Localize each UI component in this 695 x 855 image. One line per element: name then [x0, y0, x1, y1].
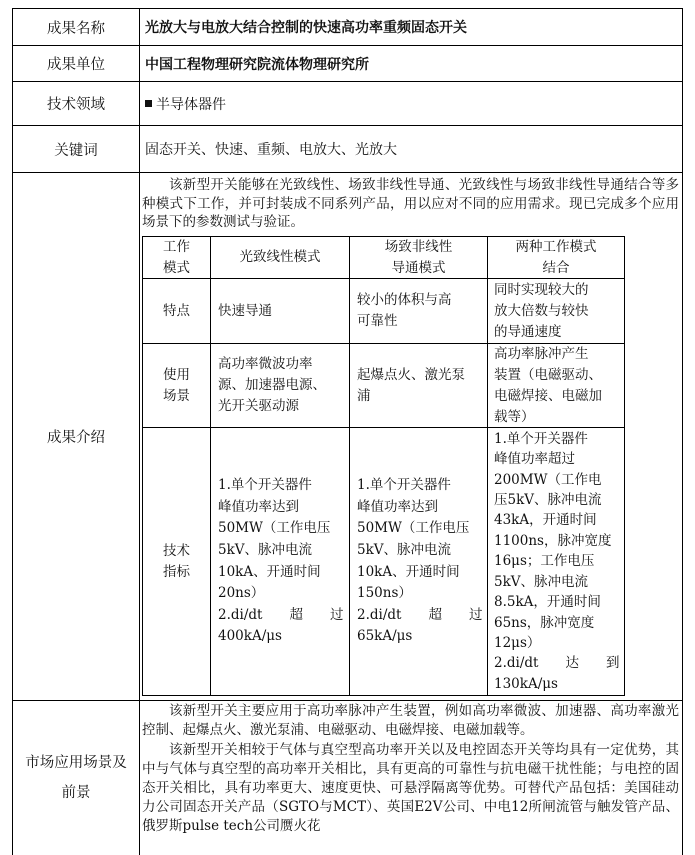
- header-mode: [143, 237, 210, 278]
- spec-col2-line: 10kA、开通时间: [357, 563, 460, 580]
- keywords-value: 固态开关、快速、重频、电放大、光放大: [145, 142, 397, 158]
- tech-field-text: 半导体器件: [156, 96, 226, 113]
- spec-col1-line: 50MW（工作电压: [218, 520, 331, 537]
- usage-col3-line4: 载等）: [494, 408, 535, 425]
- header-optical-linear: 光致线性模式: [239, 249, 321, 265]
- spec-label-line1: 技术: [163, 542, 190, 559]
- spec-col1-line: 1.单个开关器件: [218, 477, 312, 494]
- usage-label-line1: 使用: [163, 366, 190, 383]
- spec-col2: [350, 428, 487, 695]
- usage-col2: [350, 344, 487, 427]
- usage-col1-line1: 高功率微波功率: [218, 356, 313, 372]
- usage-label: [143, 344, 210, 427]
- market-label-line1: 市场应用场景及: [25, 755, 127, 771]
- spec-col2-line: 峰值功率达到: [357, 498, 438, 515]
- header-combined-line2: 结合: [542, 259, 570, 276]
- spec-col3-line: 8.5kA，开通时间: [494, 594, 601, 611]
- spec-col1-line: 峰值功率达到: [218, 498, 299, 515]
- header-combined: [488, 237, 624, 278]
- spec-col2-line: 1.单个开关器件: [357, 477, 451, 494]
- result-unit-value: 中国工程物理研究院流体物理研究所: [145, 56, 369, 73]
- feature-col2-line2: 可靠性: [357, 313, 398, 329]
- spec-col3: [488, 428, 624, 695]
- feature-col3-line2: 放大倍数与较快: [494, 302, 589, 319]
- spec-col3-line: 200MW（工作电: [494, 471, 602, 488]
- header-field-nonlinear: [350, 237, 487, 278]
- result-name-value: 光放大与电放大结合控制的快速高功率重频固态开关: [145, 20, 467, 36]
- usage-col3: [488, 344, 624, 427]
- header-combined-line1: 两种工作模式: [515, 238, 597, 255]
- spec-col3-line: 65ns，脉冲宽度: [494, 614, 595, 631]
- result-unit-label: 成果单位: [47, 57, 105, 73]
- feature-col2: [350, 279, 487, 343]
- spec-col3-line: 5kV、脉冲电流: [494, 573, 589, 590]
- header-field-nonlinear-line2: 导通模式: [391, 259, 446, 276]
- header-field-nonlinear-line1: 场致非线性: [384, 238, 453, 255]
- spec-col1-line: 5kV、脉冲电流: [218, 541, 313, 558]
- market-paragraph-2: 该新型开关相较于气体与真空型高功率开关以及电控固态开关等均具有一定优势，其中与气体与真空型的高功率开关相比，具有更高的可靠性与抗电磁干扰性能；与电控的固态开关相比，具有功率更大、速度更快、可悬浮隔离等优势。可替代产品包括：美国硅动力公司固态开关产品（SGTO与MCT）、英国E2V公司、中电12所闸流管与触发管产品、俄罗斯pulse tech公司赝火花: [142, 742, 679, 834]
- outer-border-right: [682, 8, 683, 855]
- spec-col1-line: 10kA、开通时间: [218, 563, 321, 580]
- feature-col3-line1: 同时实现较大的: [494, 281, 589, 298]
- usage-col3-line2: 装置（电磁驱动、: [494, 366, 602, 383]
- spec-col2-line: 150ns）: [357, 585, 412, 602]
- inner-table-right: [624, 236, 625, 696]
- spec-col2-line: 50MW（工作电压: [357, 520, 470, 537]
- tech-field-value: [140, 82, 682, 125]
- spec-label-line2: 指标: [163, 563, 190, 580]
- market-label: [13, 701, 139, 855]
- spec-col3-line: 1.单个开关器件: [494, 430, 588, 447]
- spec-col3-line: 1100ns，脉冲宽度: [494, 532, 612, 549]
- usage-col3-line3: 电磁焊接、电磁加: [494, 387, 602, 404]
- feature-col3-line3: 的导通速度: [494, 323, 562, 340]
- spec-col2-line: 65kA/μs: [357, 628, 413, 645]
- spec-label: [143, 428, 210, 695]
- feature-col2-line1: 较小的体积与高: [357, 292, 452, 308]
- header-mode-line1: 工作: [163, 238, 190, 255]
- usage-col2-line1: 起爆点火、激光泵: [357, 366, 465, 383]
- feature-col3: [488, 279, 624, 343]
- result-name-label: 成果名称: [47, 20, 105, 37]
- inner-table-bottom: [142, 695, 625, 696]
- spec-col2-line: 2.di/dt 超 过: [357, 606, 483, 623]
- spec-col1-line: 20ns）: [218, 585, 265, 602]
- spec-col3-line: 峰值功率超过: [494, 451, 575, 468]
- spec-col2-line: 5kV、脉冲电流: [357, 541, 452, 558]
- usage-col1-line2: 源、加速器电源、: [218, 377, 326, 393]
- usage-col2-line2: 浦: [357, 387, 371, 404]
- usage-col1-line3: 光开关驱动源: [218, 398, 299, 414]
- spec-col3-line: 2.di/dt 达 到: [494, 655, 620, 672]
- spec-col1-line: 2.di/dt 超 过: [218, 606, 344, 623]
- usage-col3-line1: 高功率脉冲产生: [494, 345, 589, 362]
- keywords-label: 关键词: [54, 142, 98, 159]
- usage-col1: [211, 344, 349, 427]
- tech-field-label: 技术领域: [47, 97, 105, 113]
- feature-label: 特点: [163, 302, 190, 319]
- spec-col3-line: 43kA，开通时间: [494, 512, 597, 529]
- header-mode-line2: 模式: [163, 259, 190, 276]
- feature-col1: 快速导通: [218, 302, 272, 319]
- spec-col3-line: 12μs）: [494, 634, 541, 651]
- market-label-line2: 前景: [61, 785, 91, 801]
- spec-col3-line: 压5kV、脉冲电流: [494, 492, 602, 509]
- spec-col3-line: 130kA/μs: [494, 675, 558, 692]
- checkbox-filled-icon: [145, 100, 152, 107]
- usage-label-line2: 场景: [163, 387, 190, 404]
- market-paragraph-1: 该新型开关主要应用于高功率脉冲产生装置，例如高功率微波、加速器、高功率激光控制、起爆点火、激光泵浦、电磁驱动、电磁焊接、电磁加载等。: [142, 703, 679, 738]
- intro-paragraph: 该新型开关能够在光致线性、场致非线性导通、光致线性与场致非线性导通结合等多种模式下工作，并可封装成不同系列产品，用以应对不同的应用需求。现已完成多个应用场景下的参数测试与验证。: [142, 177, 679, 231]
- spec-col1: [211, 428, 349, 695]
- spec-col1-line: 400kA/μs: [218, 628, 282, 645]
- spec-col3-line: 16μs；工作电压: [494, 553, 595, 570]
- intro-label: 成果介绍: [47, 430, 105, 446]
